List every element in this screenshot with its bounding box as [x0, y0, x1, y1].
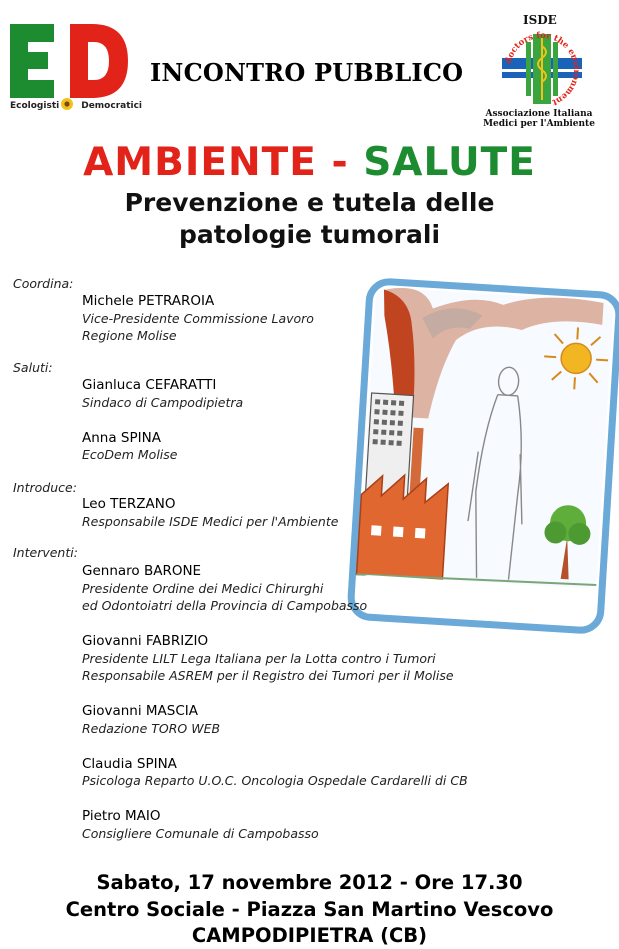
interventi-desc-1a: Presidente Ordine dei Medici Chirurghi: [82, 581, 324, 596]
interventi-desc-4: Psicologa Reparto U.O.C. Oncologia Ospedale Cardarelli di CB: [82, 773, 468, 788]
introduce-desc: Responsabile ISDE Medici per l'Ambiente: [82, 514, 339, 529]
title-dash: -: [331, 140, 349, 185]
interventi-desc-1b: ed Odontoiatri della Provincia di Campobasso: [82, 598, 368, 613]
interventi-desc-3: Redazione TORO WEB: [82, 721, 221, 736]
event-date-time: Sabato, 17 novembre 2012 - Ore 17.30: [96, 871, 523, 894]
role-interventi: Interventi:: [13, 545, 78, 560]
subtitle-line2: patologie tumorali: [178, 220, 441, 249]
role-introduce: Introduce:: [13, 480, 77, 495]
coordina-name: Michele PETRAROIA: [82, 293, 215, 309]
isde-association: [473, 109, 605, 129]
interventi-name-5: Pietro MAIO: [82, 808, 161, 824]
role-coordina: Coordina:: [13, 276, 74, 291]
isde-ring-text: doctors for the environment: [503, 30, 582, 108]
saluti-name-2: Anna SPINA: [82, 430, 161, 446]
coordina-desc-1: Vice-Presidente Commissione Lavoro: [82, 311, 314, 326]
factory-illustration: [344, 274, 619, 637]
ecodem-caption: Ecologisti Democratici: [10, 101, 143, 111]
event-venue: Centro Sociale - Piazza San Martino Vescovo: [65, 898, 554, 921]
interventi-desc-2b: Responsabile ASREM per il Registro dei Tumori per il Molise: [82, 668, 454, 683]
subtitle: [0, 187, 619, 251]
isde-assoc-line1: Associazione Italiana: [485, 109, 593, 119]
saluti-desc-1: Sindaco di Campodipietra: [82, 395, 244, 410]
role-saluti: Saluti:: [13, 360, 53, 375]
interventi-name-2: Giovanni FABRIZIO: [82, 633, 209, 649]
interventi-name-3: Giovanni MASCIA: [82, 703, 198, 719]
coordina-desc-2: Regione Molise: [82, 328, 177, 343]
event-town: CAMPODIPIETRA (CB): [191, 924, 428, 947]
interventi-name-1: Gennaro BARONE: [82, 563, 202, 579]
isde-assoc-line2: Medici per l'Ambiente: [483, 119, 595, 129]
title-ambiente: AMBIENTE: [83, 140, 317, 185]
saluti-desc-2: EcoDem Molise: [82, 447, 178, 462]
interventi-desc-2a: Presidente LILT Lega Italiana per la Lotta contro i Tumori: [82, 651, 436, 666]
isde-label: ISDE: [523, 13, 557, 27]
event-type-heading: INCONTRO PUBBLICO: [150, 58, 464, 87]
isde-logo: [496, 28, 588, 110]
interventi-desc-5: Consigliere Comunale di Campobasso: [82, 826, 319, 841]
interventi-name-4: Claudia SPINA: [82, 756, 177, 772]
saluti-name-1: Gianluca CEFARATTI: [82, 377, 217, 393]
main-title: [0, 140, 619, 185]
introduce-name: Leo TERZANO: [82, 496, 176, 512]
title-salute: SALUTE: [363, 140, 536, 185]
subtitle-line1: Prevenzione e tutela delle: [124, 188, 495, 217]
